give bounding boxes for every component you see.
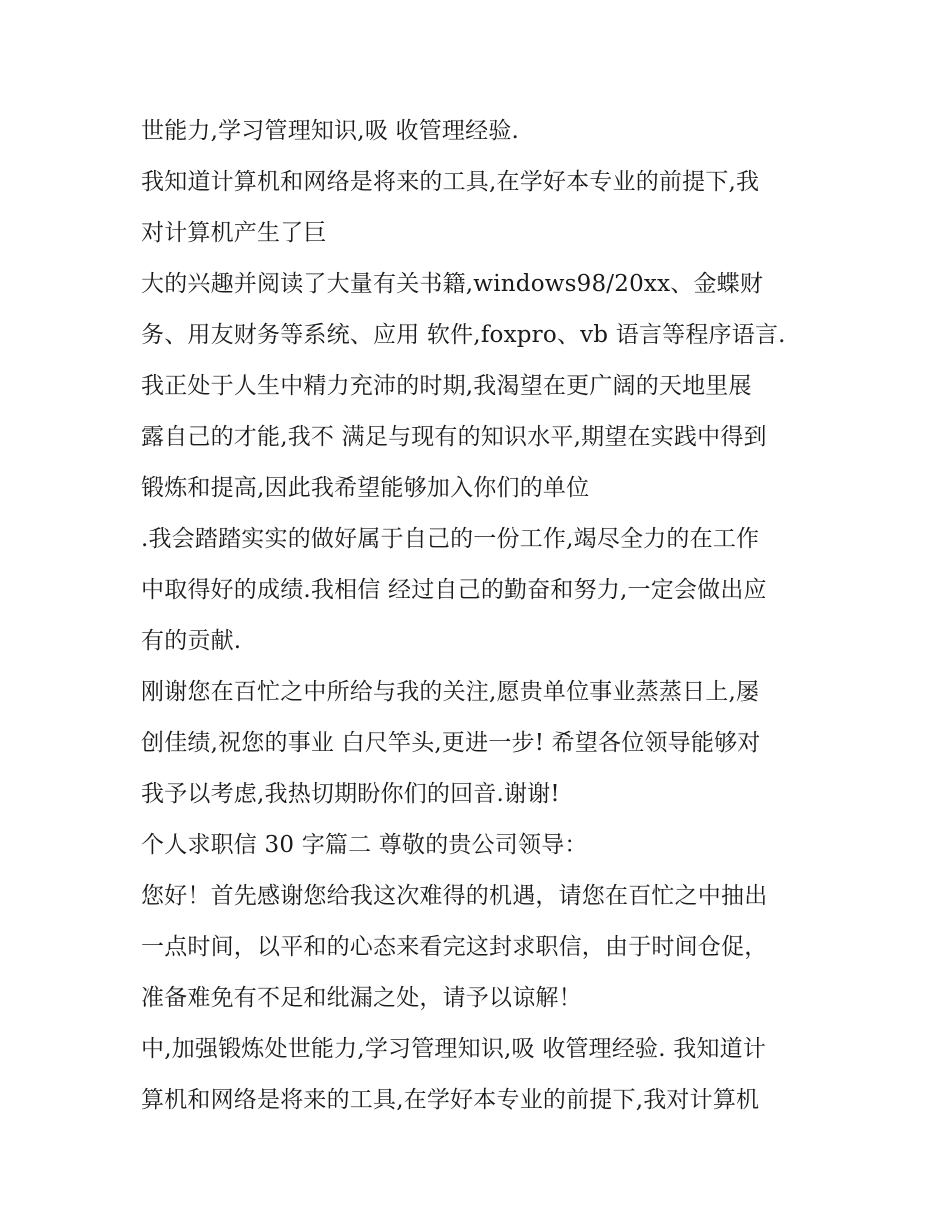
- text-line: 我正处于人生中精力充沛的时期,我渴望在更广阔的天地里展: [141, 373, 752, 399]
- text-line: 世能力,学习管理知识,吸 收管理经验.: [141, 118, 520, 144]
- section-heading: 个人求职信 30 字篇二 尊敬的贵公司领导：: [141, 832, 588, 858]
- text-line: 中取得好的成绩.我相信 经过自己的勤奋和努力,一定会做出应: [141, 577, 767, 603]
- text-line: 准备难免有不足和纰漏之处，请予以谅解！: [141, 985, 582, 1011]
- text-line: 创佳绩,祝您的事业 白尺竿头,更进一步! 希望各位领导能够对: [141, 730, 761, 756]
- text-line: 您好！首先感谢您给我这次难得的机遇，请您在百忙之中抽出: [141, 883, 768, 909]
- text-line: 大的兴趣并阅读了大量有关书籍,windows98/20xx、金蝶财: [141, 271, 764, 297]
- text-line: 露自己的才能,我不 满足与现有的知识水平,期望在实践中得到: [141, 424, 767, 450]
- text-line: 刚谢您在百忙之中所给与我的关注,愿贵单位事业蒸蒸日上,屡: [141, 679, 760, 705]
- text-line: 有的贡献.: [141, 628, 242, 654]
- text-line: 一点时间，以平和的心态来看完这封求职信，由于时间仓促，: [141, 934, 768, 960]
- text-line: .我会踏踏实实的做好属于自己的一份工作,竭尽全力的在工作: [141, 526, 760, 552]
- text-line: 我知道计算机和网络是将来的工具,在学好本专业的前提下,我: [141, 169, 760, 195]
- text-line: 我予以考虑,我热切期盼你们的回音.谢谢!: [141, 781, 560, 807]
- text-line: 中,加强锻炼处世能力,学习管理知识,吸 收管理经验. 我知道计: [141, 1036, 767, 1062]
- text-line: 算机和网络是将来的工具,在学好本专业的前提下,我对计算机: [141, 1087, 760, 1113]
- text-line: 锻炼和提高,因此我希望能够加入你们的单位: [141, 475, 590, 501]
- text-line: 务、用友财务等系统、应用 软件,foxpro、vb 语言等程序语言.: [141, 322, 786, 348]
- text-line: 对计算机产生了巨: [141, 220, 327, 246]
- document-body: [141, 106, 841, 1126]
